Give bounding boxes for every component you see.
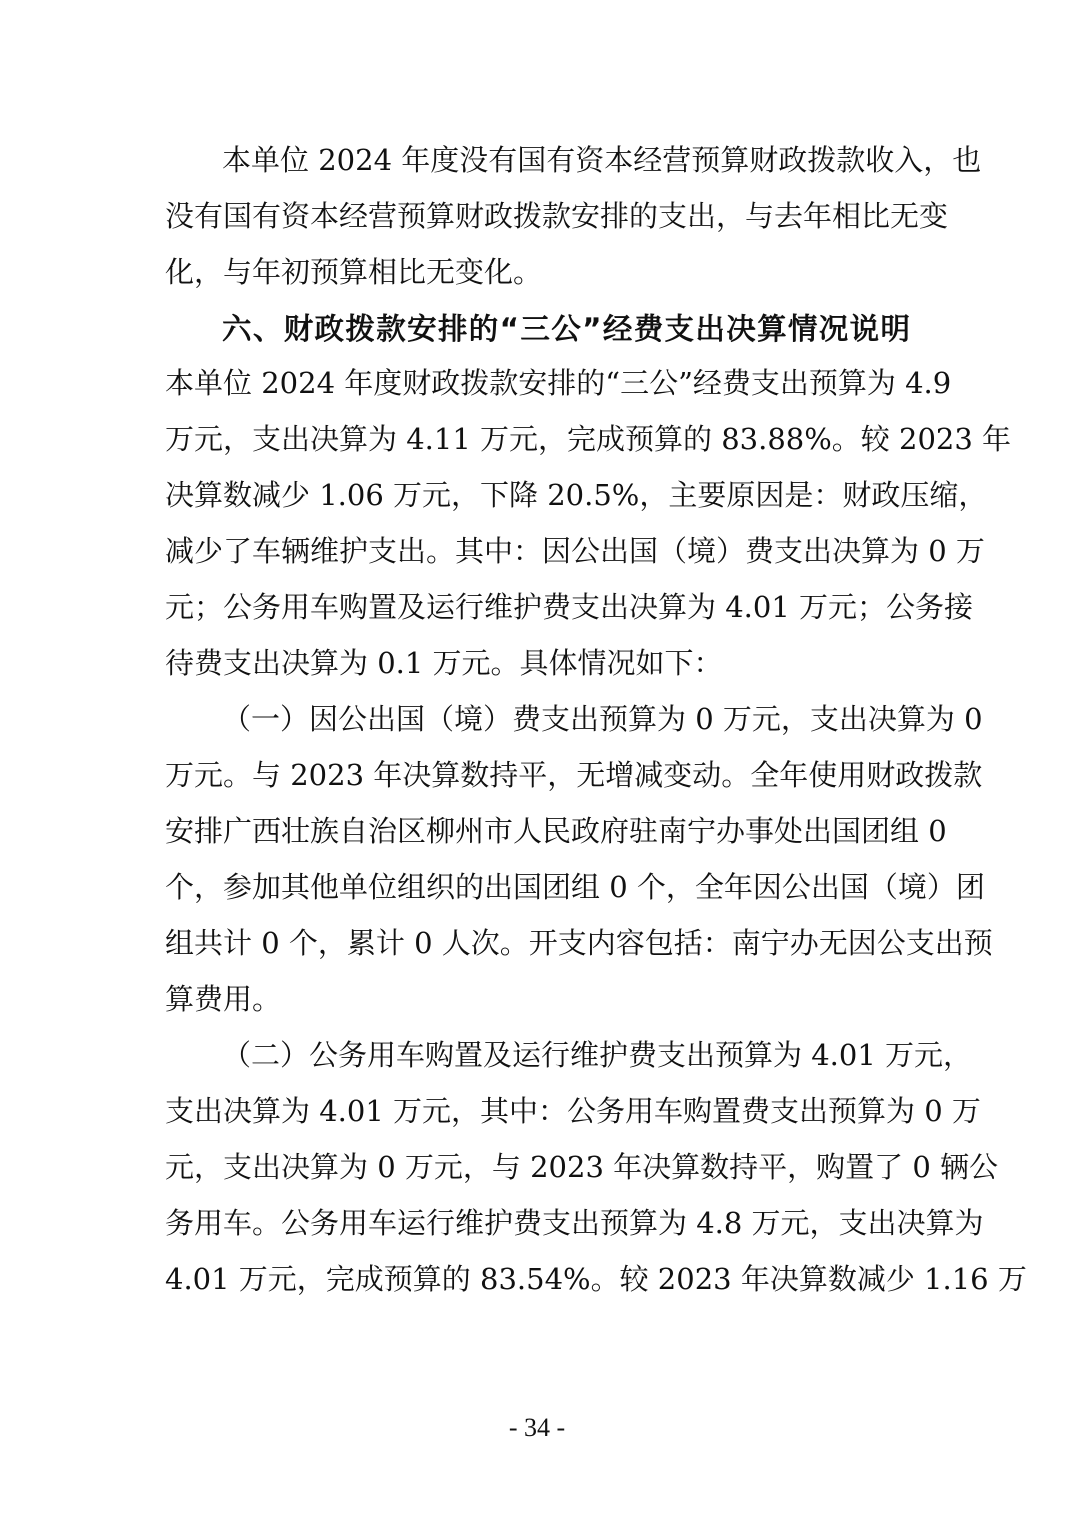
- paragraph-2-line-6: 待费支出决算为 0.1 万元。具体情况如下：: [165, 646, 723, 680]
- paragraph-2-line-4: 减少了车辆维护支出。其中：因公出国（境）费支出决算为 0 万: [165, 534, 985, 568]
- paragraph-4-line-1: （二）公务用车购置及运行维护费支出预算为 4.01 万元，: [222, 1038, 973, 1072]
- paragraph-4-line-2: 支出决算为 4.01 万元，其中：公务用车购置费支出预算为 0 万: [165, 1094, 981, 1128]
- paragraph-2-line-2: 万元，支出决算为 4.11 万元，完成预算的 83.88%。较 2023 年: [165, 422, 1012, 456]
- paragraph-3-line-4: 个，参加其他单位组织的出国团组 0 个，全年因公出国（境）团: [165, 870, 985, 904]
- paragraph-1-line-3: 化，与年初预算相比无变化。: [165, 255, 543, 289]
- paragraph-4-line-4: 务用车。公务用车运行维护费支出预算为 4.8 万元，支出决算为: [165, 1206, 984, 1240]
- page-number: - 34 -: [508, 1413, 566, 1442]
- paragraph-2-line-1: 本单位 2024 年度财政拨款安排的“三公”经费支出预算为 4.9: [165, 366, 952, 400]
- paragraph-3-line-5: 组共计 0 个，累计 0 人次。开支内容包括：南宁办无因公支出预: [165, 926, 993, 960]
- paragraph-2-line-5: 元；公务用车购置及运行维护费支出决算为 4.01 万元；公务接: [165, 590, 974, 624]
- paragraph-1-line-1: 本单位 2024 年度没有国有资本经营预算财政拨款收入，也: [222, 143, 982, 177]
- paragraph-4-line-3: 元，支出决算为 0 万元，与 2023 年决算数持平，购置了 0 辆公: [165, 1150, 999, 1184]
- paragraph-1-line-2: 没有国有资本经营预算财政拨款安排的支出，与去年相比无变: [165, 199, 949, 233]
- paragraph-2-line-3: 决算数减少 1.06 万元，下降 20.5%，主要原因是：财政压缩，: [165, 478, 988, 512]
- section-heading: 六、财政拨款安排的“三公”经费支出决算情况说明: [222, 312, 910, 346]
- paragraph-3-line-2: 万元。与 2023 年决算数持平，无增减变动。全年使用财政拨款: [165, 758, 983, 792]
- paragraph-3-line-6: 算费用。: [165, 982, 282, 1016]
- paragraph-3-line-3: 安排广西壮族自治区柳州市人民政府驻南宁办事处出国团组 0: [165, 814, 947, 848]
- paragraph-3-line-1: （一）因公出国（境）费支出预算为 0 万元，支出决算为 0: [222, 702, 983, 736]
- paragraph-4-line-5: 4.01 万元，完成预算的 83.54%。较 2023 年决算数减少 1.16 万: [165, 1262, 1027, 1296]
